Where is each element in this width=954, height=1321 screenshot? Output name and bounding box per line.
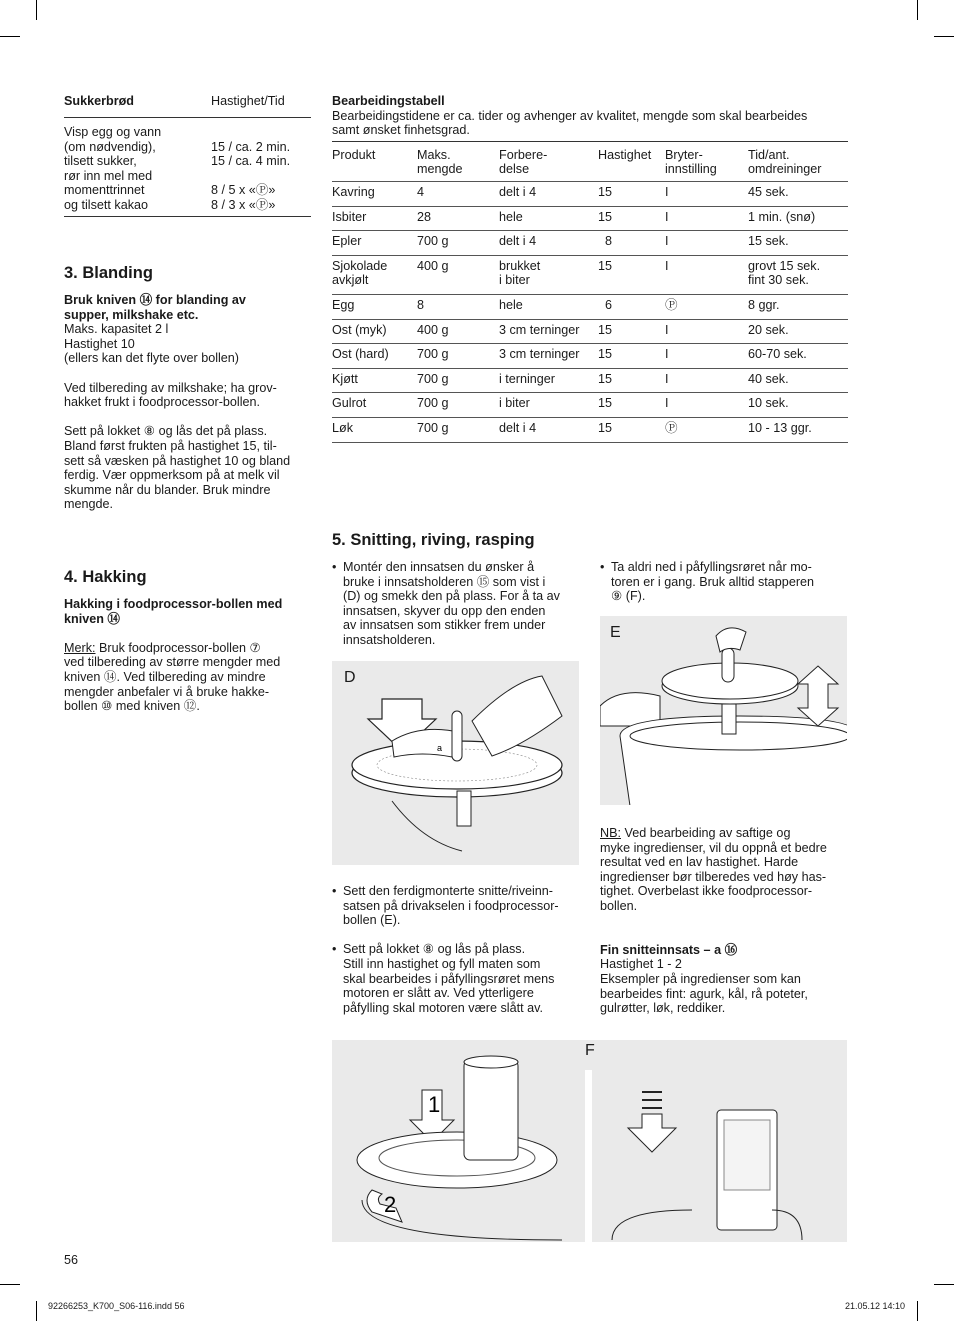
line: ferdig. Vær oppmerksom på at melk vil: [64, 468, 280, 483]
table-cell: [499, 417, 598, 442]
cell-line: 700 g: [417, 420, 449, 435]
cell-line: hele: [499, 209, 523, 224]
line: Eksempler på ingredienser som kan: [600, 971, 801, 986]
table-row: [332, 319, 848, 344]
footer-file: 92266253_K700_S06-116.indd 56: [48, 1301, 185, 1311]
table-cell: [748, 294, 848, 319]
line: toren er i gang. Bruk alltid stapperen: [611, 574, 815, 589]
table-header-cell: [665, 142, 748, 182]
table-cell: [332, 393, 417, 418]
row-right: 15 / ca. 2 min.: [211, 139, 291, 154]
cell-line: 15: [598, 396, 613, 411]
line: Bland først frukten på hastighet 15, til-: [64, 438, 277, 453]
cell-line: I: [665, 234, 669, 249]
table-cell: [665, 368, 748, 393]
step-2-label: 2: [384, 1192, 397, 1217]
snitting-col-b-lower: [600, 826, 850, 1016]
sukkerbrod-row: [64, 169, 311, 184]
line: supper, milkshake etc.: [64, 307, 199, 322]
row-left: (om nødvendig),: [64, 139, 156, 154]
cell-line: 15 sek.: [748, 234, 789, 249]
crop-mark: [917, 0, 918, 20]
cell-line: omdreininger: [748, 162, 822, 177]
line: Maks. kapasitet 2 l: [64, 322, 169, 337]
merk-label: Merk:: [64, 640, 96, 655]
table-cell: [332, 231, 417, 256]
snitting-col-b-upper: [600, 560, 850, 604]
table-cell: [598, 368, 665, 393]
table-cell: [499, 206, 598, 231]
cell-line: 45 sek.: [748, 184, 789, 199]
cell-line: 3 cm terninger: [499, 347, 580, 362]
table-title: Bearbeidingstabell: [332, 94, 445, 108]
cell-line: delt i 4: [499, 420, 537, 435]
table-cell: [665, 393, 748, 418]
cell-line: 15: [598, 347, 613, 362]
cell-line: i terninger: [499, 371, 556, 386]
figure-f: [332, 1040, 847, 1242]
table-cell: [665, 294, 748, 319]
table-cell: [598, 294, 665, 319]
table-cell: [665, 344, 748, 369]
cell-line: 8: [417, 297, 425, 312]
table-cell: [748, 368, 848, 393]
crop-mark: [934, 36, 954, 37]
table-cell: [332, 417, 417, 442]
divider: [64, 117, 311, 125]
table-cell: [417, 393, 499, 418]
cell-line: 4: [417, 184, 425, 199]
cell-line: 700 g: [417, 371, 449, 386]
hakking-bold: [64, 597, 312, 626]
table-cell: [665, 417, 748, 442]
line: av innsatsen som stikker frem under: [343, 618, 546, 633]
cell-line: I: [665, 258, 669, 273]
line: Hakking i foodprocessor-bollen med: [64, 597, 283, 611]
row-left: momenttrinnet: [64, 183, 145, 198]
table-cell: [417, 294, 499, 319]
sukkerbrod-col-header: Hastighet/Tid: [211, 94, 285, 108]
table-row: [332, 368, 848, 393]
cell-line: Løk: [332, 420, 353, 435]
bullet-item: [332, 560, 582, 648]
table-cell: [748, 255, 848, 294]
divider: [64, 216, 311, 217]
table-cell: [499, 344, 598, 369]
line: mengder anbefaler vi å bruke hakke-: [64, 684, 270, 699]
figure-label-e: E: [610, 624, 621, 641]
line: innsatsholderen.: [343, 632, 436, 647]
cell-line: Kjøtt: [332, 371, 358, 386]
cell-line: 3 cm terninger: [499, 322, 580, 337]
table-cell: [332, 255, 417, 294]
line: • Ta aldri ned i påfyllingsrøret når mo-: [611, 560, 812, 574]
sukkerbrod-row: [64, 198, 311, 213]
sukkerbrod-rows: [64, 125, 311, 213]
table-cell: [417, 206, 499, 231]
cell-line: Produkt: [332, 147, 376, 162]
cell-line: 8: [598, 234, 613, 249]
table-header-cell: [332, 142, 417, 182]
line: Hastighet 1 - 2: [600, 957, 682, 972]
table-cell: [332, 294, 417, 319]
table-cell: [598, 393, 665, 418]
sukkerbrod-row: [64, 154, 311, 169]
table-section: [332, 94, 848, 443]
table-row: [332, 417, 848, 442]
page-number: 56: [64, 1253, 79, 1267]
row-right: 8 / 3 x «Ⓟ»: [211, 197, 276, 212]
row-left: og tilsett kakao: [64, 197, 149, 212]
cell-line: 15: [598, 209, 613, 224]
table-cell: [332, 319, 417, 344]
figure-label-d: D: [344, 669, 356, 686]
table-intro: Bearbeidingstidene er ca. tider og avhenger av kvalitet, mengde som skal bearbeides: [332, 108, 808, 123]
sukkerbrod-title: Sukkerbrød: [64, 94, 134, 108]
table-header-cell: [598, 142, 665, 182]
table-intro: samt ønsket finhetsgrad.: [332, 123, 470, 138]
nb-label: NB:: [600, 826, 621, 840]
table-cell: [598, 231, 665, 256]
cell-line: I: [665, 347, 669, 362]
bullet-item: [600, 560, 850, 604]
crop-mark: [917, 1301, 918, 1321]
table-row: [332, 344, 848, 369]
crop-mark: [36, 0, 37, 20]
row-right: 15 / ca. 4 min.: [211, 154, 291, 169]
line: resultat ved en lav hastighet. Harde: [600, 855, 799, 870]
table-cell: [332, 368, 417, 393]
cell-line: innstilling: [665, 162, 717, 177]
table-header-cell: [417, 142, 499, 182]
crop-mark: [36, 1301, 37, 1321]
bullet-item: [332, 942, 582, 1015]
fin-title: Fin snitteinnsats – a ⑯: [600, 942, 738, 957]
cell-line: Egg: [332, 297, 355, 312]
cell-line: grovt 15 sek.: [748, 258, 821, 273]
hakking-merk: [64, 641, 312, 714]
table-cell: [665, 181, 748, 206]
line: Bruk foodprocessor-bollen ⑦: [95, 640, 261, 655]
line: bollen ⑩ med kniven ⑫.: [64, 699, 200, 714]
cell-line: I: [665, 184, 669, 199]
table-cell: [665, 319, 748, 344]
row-left: Visp egg og vann: [64, 125, 162, 139]
line: (D) og smekk den på plass. For å ta av: [343, 589, 560, 604]
line: Still inn hastighet og fyll maten som: [343, 956, 541, 971]
cell-line: i biter: [499, 273, 530, 288]
cell-line: hele: [499, 297, 523, 312]
table-cell: [332, 181, 417, 206]
blanding-bold: [64, 293, 312, 322]
sukkerbrod-section: [64, 94, 311, 217]
line: sett så væsken på hastighet 10 og bland: [64, 453, 291, 468]
table-cell: [417, 181, 499, 206]
cell-line: 20 sek.: [748, 322, 789, 337]
table-cell: [598, 181, 665, 206]
cell-line: Maks.: [417, 147, 451, 162]
line: ingredienser bør tilberedes ved høy has-: [600, 869, 827, 884]
line: gulrøtter, løk, reddiker.: [600, 1001, 726, 1016]
cell-line: Forbere-: [499, 147, 548, 162]
line: skumme når du blander. Bruk mindre: [64, 482, 271, 497]
table-cell: [665, 231, 748, 256]
cell-line: 6: [598, 297, 613, 312]
line: mengde.: [64, 497, 114, 512]
cell-line: Bryter-: [665, 147, 703, 162]
row-left: tilsett sukker,: [64, 154, 137, 169]
table-cell: [598, 344, 665, 369]
figure-d: [332, 661, 579, 865]
table-cell: [499, 368, 598, 393]
table-cell: [748, 181, 848, 206]
crop-mark: [934, 1284, 954, 1285]
table-cell: [417, 417, 499, 442]
cell-line: 15: [598, 258, 613, 273]
table-cell: [665, 255, 748, 294]
line: kniven ⑭. Ved tilbereding av mindre: [64, 669, 266, 684]
cell-line: 28: [417, 209, 432, 224]
cell-line: 15: [598, 322, 613, 337]
cell-line: 10 - 13 ggr.: [748, 420, 812, 435]
row-left: rør inn mel med: [64, 168, 153, 183]
table-cell: [499, 319, 598, 344]
table-cell: [748, 417, 848, 442]
table-cell: [417, 319, 499, 344]
line: skal bearbeides i påfyllingsrøret mens: [343, 971, 555, 986]
cell-line: delse: [499, 162, 530, 177]
cell-line: I: [665, 209, 669, 224]
table-cell: [417, 255, 499, 294]
table-cell: [417, 344, 499, 369]
table-cell: [499, 393, 598, 418]
sukkerbrod-row: [64, 183, 311, 198]
cell-line: I: [665, 371, 669, 386]
table-row: [332, 206, 848, 231]
blanding-para2: [64, 381, 312, 410]
blanding-para1: [64, 322, 312, 366]
line: Ved bearbeiding av saftige og: [621, 826, 791, 840]
cell-line: avkjølt: [332, 273, 369, 288]
snitting-section: [332, 530, 582, 648]
line: bearbeides fint: agurk, kål, rå poteter,: [600, 986, 808, 1001]
cell-line: I: [665, 396, 669, 411]
table-cell: [748, 319, 848, 344]
figure-label-f: F: [585, 1042, 595, 1059]
line: bollen (E).: [343, 913, 401, 928]
cell-line: Gulrot: [332, 396, 367, 411]
line: tighet. Overbelast ikke foodprocessor-: [600, 884, 813, 899]
table-cell: [748, 231, 848, 256]
step-1-label: 1: [428, 1092, 441, 1117]
cell-line: Ost (hard): [332, 347, 389, 362]
feed-tube-illustration: [332, 1040, 847, 1242]
cell-line: Hastighet: [598, 147, 652, 162]
line: påfylling skal motoren være slått av.: [343, 1000, 543, 1015]
table-cell: [499, 255, 598, 294]
cell-line: Sjokolade: [332, 258, 388, 273]
blanding-section: [64, 263, 312, 512]
line: bollen.: [600, 898, 638, 913]
blanding-para3: [64, 424, 312, 512]
insert-disc-illustration: [332, 661, 579, 865]
line: • Montér den innsatsen du ønsker å: [343, 560, 535, 574]
hakking-section: [64, 567, 312, 714]
table-cell: [417, 368, 499, 393]
cell-line: Kavring: [332, 184, 375, 199]
cell-line: 1 min. (snø): [748, 209, 816, 224]
line: Ved tilbereding av milkshake; ha grov-: [64, 380, 277, 395]
line: bruke i innsatsholderen ⑮ som vist i: [343, 574, 546, 589]
cell-line: delt i 4: [499, 234, 537, 249]
crop-mark: [0, 36, 20, 37]
cell-line: 700 g: [417, 234, 449, 249]
row-right: 8 / 5 x «Ⓟ»: [211, 183, 276, 198]
cell-line: i biter: [499, 396, 530, 411]
line: Bruk kniven ⑭ for blanding av: [64, 293, 246, 307]
table-cell: [499, 294, 598, 319]
cell-line: 400 g: [417, 322, 449, 337]
table-row: [332, 393, 848, 418]
line: Sett på lokket ⑧ og lås det på plass.: [64, 424, 268, 439]
blanding-heading: 3. Blanding: [64, 264, 153, 282]
cell-line: Epler: [332, 234, 362, 249]
cell-line: fint 30 sek.: [748, 273, 809, 288]
line: Hastighet 10: [64, 336, 135, 351]
crop-mark: [0, 1284, 20, 1285]
cell-line: Ost (myk): [332, 322, 387, 337]
cell-line: Ⓟ: [665, 420, 678, 435]
cell-line: 15: [598, 420, 613, 435]
cell-line: 60-70 sek.: [748, 347, 807, 362]
line: ⑨ (F).: [611, 589, 646, 604]
table-row: [332, 294, 848, 319]
line: • Sett på lokket ⑧ og lås på plass.: [343, 942, 526, 957]
table-cell: [598, 417, 665, 442]
table-cell: [598, 255, 665, 294]
figure-e: [600, 616, 847, 805]
line: • Sett den ferdigmonterte snitte/riveinn-: [343, 884, 554, 898]
table-cell: [748, 344, 848, 369]
line: satsen på drivakselen i foodprocessor-: [343, 898, 559, 913]
footer-date: 21.05.12 14:10: [845, 1301, 906, 1311]
table-cell: [499, 181, 598, 206]
cell-line: I: [665, 322, 669, 337]
line: innsatsen, skyver du opp den enden: [343, 603, 546, 618]
line: (ellers kan det flyte over bollen): [64, 351, 239, 366]
table-cell: [499, 231, 598, 256]
table-cell: [417, 231, 499, 256]
processing-table: [332, 142, 848, 443]
line: ved tilbereding av større mengder med: [64, 655, 281, 670]
table-cell: [598, 206, 665, 231]
cell-line: 40 sek.: [748, 371, 789, 386]
table-cell: [665, 206, 748, 231]
part-label-a: a: [437, 743, 443, 753]
table-cell: [332, 344, 417, 369]
cell-line: 10 sek.: [748, 396, 789, 411]
cell-line: Isbiter: [332, 209, 367, 224]
cell-line: 15: [598, 371, 613, 386]
line: hakket frukt i foodprocessor-bollen.: [64, 395, 261, 410]
cell-line: 700 g: [417, 347, 449, 362]
table-row: [332, 231, 848, 256]
snitting-col-a-lower: [332, 884, 582, 1015]
table-header-row: [332, 142, 848, 182]
line: motoren er slått av. Ved ytterligere: [343, 986, 534, 1001]
cell-line: 8 ggr.: [748, 297, 780, 312]
table-cell: [748, 393, 848, 418]
cell-line: brukket: [499, 258, 541, 273]
hakking-heading: 4. Hakking: [64, 568, 147, 586]
sukkerbrod-row: [64, 125, 311, 140]
table-cell: [332, 206, 417, 231]
line: kniven ⑭: [64, 611, 120, 626]
line: myke ingredienser, vil du oppnå et bedre: [600, 840, 827, 855]
table-row: [332, 181, 848, 206]
cell-line: 15: [598, 184, 613, 199]
cell-line: Ⓟ: [665, 297, 678, 312]
cell-line: mengde: [417, 162, 463, 177]
table-row: [332, 255, 848, 294]
bowl-disc-illustration: [600, 616, 847, 805]
cell-line: 700 g: [417, 396, 449, 411]
bullet-item: [332, 884, 582, 928]
table-header-cell: [499, 142, 598, 182]
table-header-cell: [748, 142, 848, 182]
table-cell: [598, 319, 665, 344]
cell-line: delt i 4: [499, 184, 537, 199]
cell-line: Tid/ant.: [748, 147, 790, 162]
cell-line: 400 g: [417, 258, 449, 273]
table-cell: [748, 206, 848, 231]
sukkerbrod-row: [64, 140, 311, 155]
snitting-heading: 5. Snitting, riving, rasping: [332, 531, 535, 549]
nb-note: [600, 826, 850, 914]
